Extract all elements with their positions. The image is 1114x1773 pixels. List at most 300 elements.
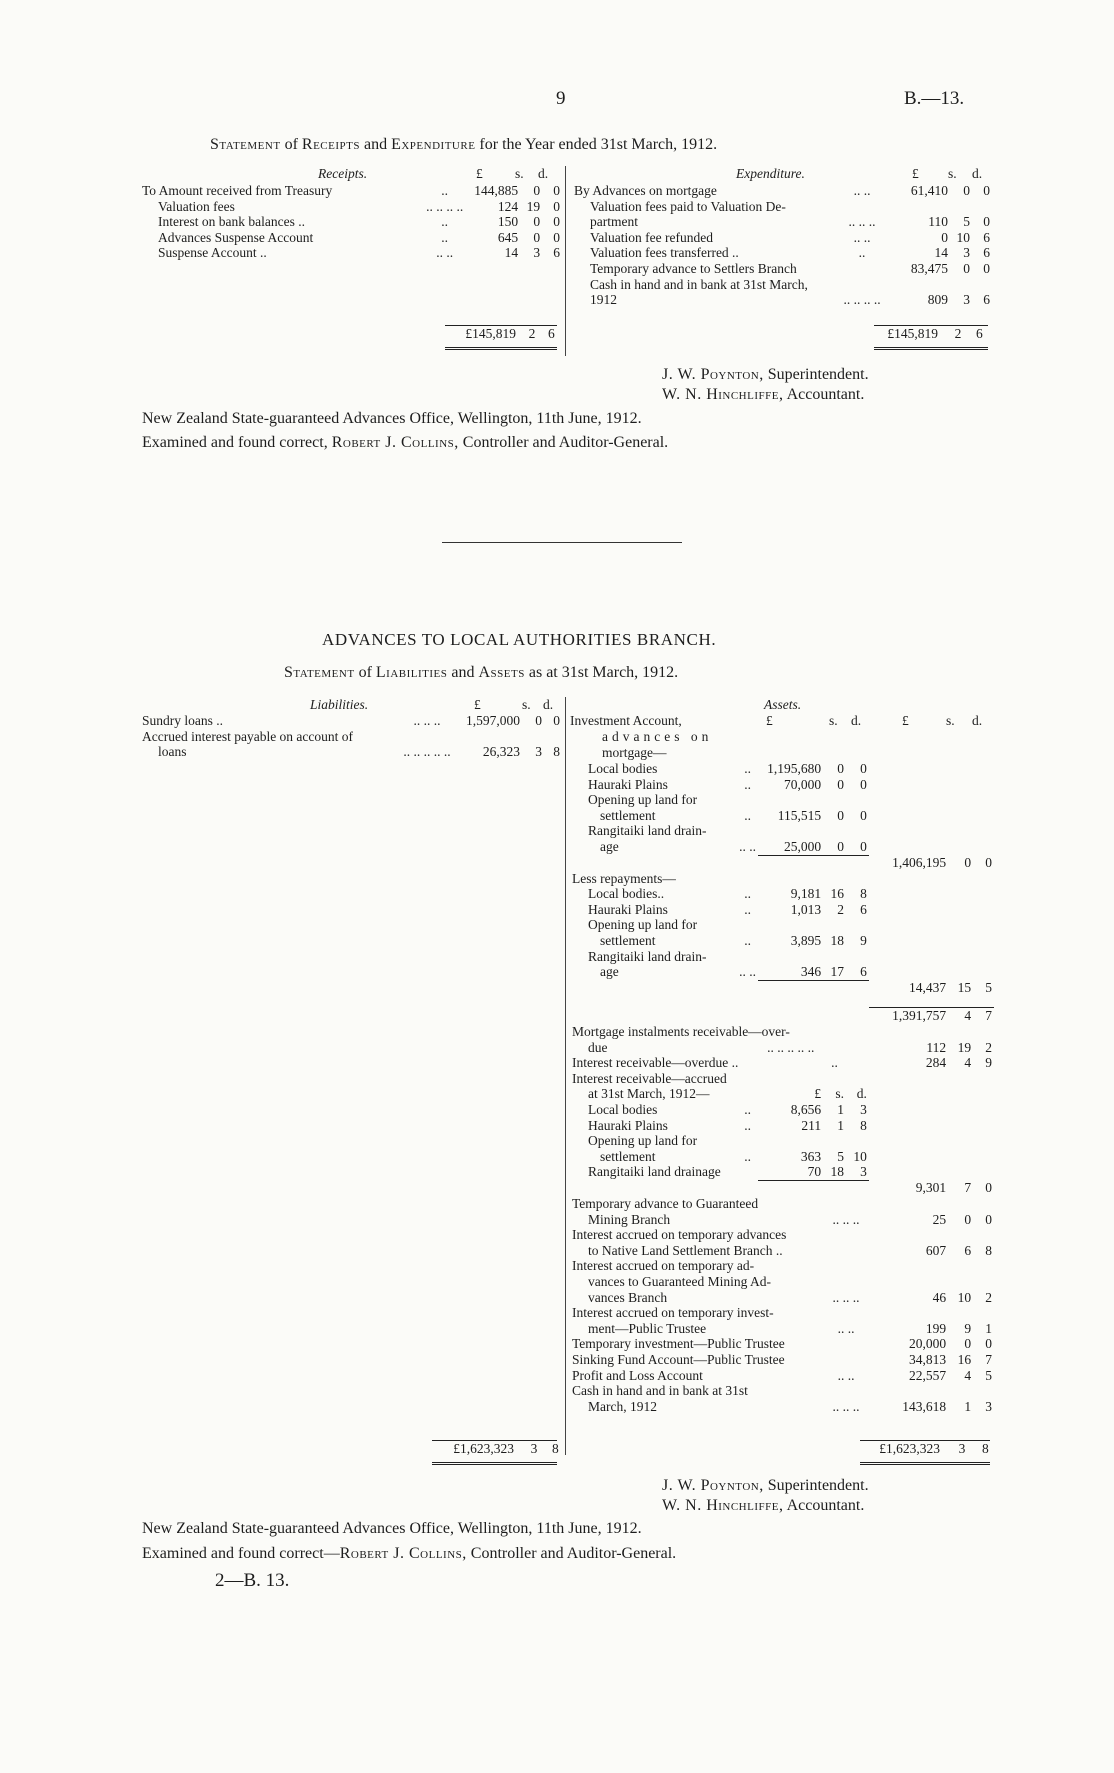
table-cell: Local bodies: [588, 1101, 658, 1117]
table-cell: ..: [744, 886, 751, 902]
table-cell: 9,301: [915, 1180, 947, 1196]
table-cell: [973, 792, 994, 808]
table-cell: 5: [963, 214, 970, 230]
table-cell: 0: [860, 807, 867, 823]
table-cell: [869, 949, 948, 965]
asset-sub-row: [570, 839, 994, 855]
table-cell: 150: [497, 214, 519, 230]
table-cell: [846, 792, 869, 808]
table-cell: [869, 1227, 948, 1243]
table-cell: 0: [553, 183, 560, 198]
table-cell: ..: [744, 1148, 751, 1164]
table-cell: [973, 1086, 994, 1102]
table-cell: [869, 777, 948, 793]
expenditure-heading: Expenditure.: [736, 166, 805, 181]
table-cell: 0: [983, 214, 990, 230]
table-cell: 1,195,680: [767, 761, 822, 776]
table-cell: .. ..: [739, 964, 757, 980]
liability-row: [140, 713, 562, 729]
table-cell: [823, 949, 846, 965]
table-cell: 6: [860, 901, 867, 917]
expenditure-row: [572, 261, 992, 277]
table-cell: 0: [983, 183, 990, 198]
table-cell: [973, 1305, 994, 1321]
table-cell: age: [600, 964, 619, 980]
table-cell: 25: [932, 1211, 947, 1227]
table-cell: [823, 917, 846, 933]
table-cell: 0: [535, 713, 542, 728]
table-cell: By Advances on mortgage: [574, 183, 717, 198]
table-cell: 6: [964, 1242, 972, 1258]
table-cell: age: [600, 838, 619, 854]
liabilities-table: [140, 713, 562, 760]
expenditure-row: [572, 214, 992, 230]
assets-table: [570, 761, 994, 1414]
table-cell: Rangitaiki land drain-: [588, 948, 707, 964]
table-cell: 124: [497, 198, 519, 214]
table-cell: .. .. .. ..: [426, 198, 464, 214]
col-shillings: s.: [515, 166, 524, 181]
table-cell: 18: [830, 933, 844, 949]
table-cell: [737, 996, 759, 1008]
table-cell: 0: [983, 260, 990, 276]
table-cell: [948, 1133, 973, 1149]
table-cell: Advances Suspense Account: [158, 229, 314, 245]
table-cell: [869, 1196, 948, 1212]
table-cell: 61,410: [910, 183, 948, 198]
table-cell: Sundry loans ..: [142, 713, 223, 728]
table-cell: 115,515: [777, 807, 822, 823]
table-cell: [832, 199, 892, 215]
expenditure-row: [572, 183, 992, 199]
table-cell: ..: [744, 1117, 751, 1133]
table-cell: 284: [925, 1055, 947, 1071]
asset-sub-row: [570, 933, 994, 949]
table-cell: [869, 823, 948, 839]
receipts-heading: Receipts.: [318, 166, 368, 181]
table-cell: [869, 792, 948, 808]
table-cell: [869, 902, 948, 918]
other-asset-row: [570, 1383, 994, 1399]
table-cell: [823, 855, 846, 871]
table-cell: 9: [985, 1055, 992, 1071]
table-cell: 1,013: [790, 901, 822, 917]
accrued-total-row: [570, 1180, 994, 1196]
table-cell: [758, 1008, 823, 1024]
table-cell: [973, 1196, 994, 1212]
overdue-row: [570, 1024, 994, 1040]
table-cell: ..: [744, 901, 751, 917]
accrued-head-row: [570, 1086, 994, 1102]
table-cell: Opening up land for: [588, 1133, 698, 1149]
table-cell: [973, 964, 994, 980]
interest-overdue-row: [570, 1055, 994, 1071]
table-cell: [948, 792, 973, 808]
less-total-row: [570, 980, 994, 996]
col-shillings: s.: [522, 697, 531, 712]
table-cell: vances Branch: [588, 1289, 668, 1305]
table-cell: [869, 1024, 948, 1040]
assets-heading: Assets.: [764, 697, 802, 712]
table-cell: [948, 1102, 973, 1118]
asset-sub-row: [570, 808, 994, 824]
table-cell: [846, 996, 869, 1008]
statement2-title: Statement of Liabilities and Assets as at 31st March, 1912.: [284, 664, 679, 681]
table-cell: .. .. ..: [413, 713, 441, 728]
table-cell: Valuation fees paid to Valuation De-: [590, 198, 786, 214]
col-shillings: s.: [948, 166, 957, 181]
table-cell: 3: [533, 245, 541, 261]
table-cell: 110: [928, 214, 948, 230]
table-cell: 0: [964, 855, 972, 871]
office-line: New Zealand State-guaranteed Advances Office, Wellington, 11th June, 1912.: [142, 410, 642, 427]
table-cell: [832, 261, 892, 277]
table-cell: 7: [964, 1180, 972, 1196]
table-cell: .. ..: [853, 183, 871, 198]
table-cell: 3: [963, 245, 970, 261]
col-pence: d.: [543, 697, 554, 712]
table-cell: 3: [963, 292, 970, 308]
table-cell: [758, 792, 823, 808]
other-asset-row: [570, 1243, 994, 1259]
table-cell: 10: [957, 1289, 972, 1305]
asset-sub-row: [570, 1102, 994, 1118]
table-cell: [948, 839, 973, 855]
table-cell: 0: [553, 214, 560, 230]
table-cell: 5: [837, 1148, 844, 1164]
table-cell: 16: [830, 886, 844, 902]
table-cell: 10: [853, 1148, 867, 1164]
table-cell: 0: [533, 229, 541, 245]
table-cell: [869, 886, 948, 902]
table-cell: [823, 792, 846, 808]
table-cell: [869, 839, 948, 855]
table-cell: Profit and Loss Account: [572, 1367, 703, 1383]
table-cell: [462, 729, 522, 745]
table-cell: [737, 1180, 759, 1196]
table-cell: [737, 792, 759, 808]
table-cell: 18: [830, 1164, 844, 1180]
table-cell: 2: [985, 1039, 992, 1055]
col-pence: d.: [538, 166, 549, 181]
table-cell: 70,000: [783, 776, 822, 792]
table-cell: [973, 1071, 994, 1087]
table-cell: 4: [964, 1055, 972, 1071]
table-cell: 143,618: [902, 1398, 947, 1414]
table-cell: [570, 1180, 737, 1196]
table-cell: [973, 1102, 994, 1118]
investment-total-row: [570, 855, 994, 871]
table-cell: [948, 1227, 973, 1243]
table-cell: 346: [800, 964, 822, 980]
table-cell: 1,597,000: [466, 713, 520, 728]
table-cell: [737, 949, 759, 965]
table-cell: [758, 823, 823, 839]
table-cell: [948, 996, 973, 1008]
table-cell: ment—Public Trustee: [588, 1320, 707, 1336]
table-cell: [737, 1086, 759, 1102]
table-cell: 1912: [590, 292, 617, 308]
table-cell: [823, 996, 846, 1008]
table-cell: [832, 277, 892, 293]
table-cell: [948, 902, 973, 918]
col-pence: d.: [972, 713, 983, 728]
table-cell: [869, 964, 948, 980]
table-cell: 607: [925, 1242, 947, 1258]
table-cell: 211: [801, 1117, 822, 1133]
table-cell: due: [588, 1039, 608, 1055]
table-cell: Hauraki Plains: [588, 901, 668, 917]
table-cell: 3: [860, 1164, 867, 1180]
table-cell: [823, 1180, 846, 1196]
table-cell: [522, 729, 544, 745]
asset-sub-row: [570, 917, 994, 933]
table-cell: [737, 1133, 759, 1149]
table-cell: [973, 1149, 994, 1165]
table-cell: [869, 1258, 948, 1274]
table-cell: .. ..: [853, 229, 871, 245]
table-cell: 3: [535, 744, 542, 760]
table-cell: Accrued interest payable on account of: [142, 728, 354, 744]
table-cell: [758, 1133, 823, 1149]
table-cell: 0: [860, 838, 867, 854]
table-cell: Interest receivable—accrued: [572, 1070, 727, 1086]
table-cell: [948, 823, 973, 839]
signature-accountant: W. N. Hinchliffe, Accountant.: [662, 1497, 865, 1514]
table-cell: [737, 823, 759, 839]
other-asset-row: [570, 1227, 994, 1243]
table-cell: 0: [985, 1211, 992, 1227]
table-cell: 2: [985, 1289, 992, 1305]
table-cell: [823, 980, 846, 996]
other-asset-row: [570, 1258, 994, 1274]
table-cell: ..: [441, 214, 449, 230]
table-cell: 15: [957, 980, 972, 996]
table-cell: [892, 199, 950, 215]
table-cell: [948, 1118, 973, 1134]
table-cell: partment: [590, 214, 638, 230]
table-cell: [846, 1180, 869, 1196]
table-cell: March, 1912: [588, 1398, 657, 1414]
table-cell: [869, 761, 948, 777]
table-cell: 1,406,195: [892, 855, 947, 871]
table-cell: Mining Branch: [588, 1211, 671, 1227]
table-cell: [948, 808, 973, 824]
table-cell: 10: [956, 229, 970, 245]
table-cell: Temporary advance to Guaranteed: [572, 1196, 759, 1212]
table-cell: 144,885: [474, 183, 519, 198]
table-cell: 809: [927, 292, 948, 308]
table-cell: [948, 1305, 973, 1321]
expenditure-total: £145,819 2 6: [887, 326, 983, 341]
table-cell: 70: [807, 1164, 822, 1180]
table-cell: .. ..: [837, 1320, 855, 1336]
table-cell: [823, 1133, 846, 1149]
table-cell: Valuation fees: [158, 198, 235, 214]
signature-superintendent: J. W. Poynton, Superintendent.: [662, 1477, 869, 1494]
table-cell: .. .. .. .. ..: [767, 1039, 815, 1055]
table-cell: [950, 277, 972, 293]
table-cell: ..: [744, 776, 751, 792]
table-cell: [950, 199, 972, 215]
table-cell: [758, 1180, 823, 1196]
table-cell: 199: [925, 1320, 947, 1336]
table-cell: [948, 761, 973, 777]
receipts-table: [140, 183, 562, 261]
table-cell: [846, 1055, 869, 1071]
table-cell: 1: [985, 1320, 992, 1336]
table-cell: [948, 1274, 973, 1290]
table-cell: [869, 871, 948, 887]
table-cell: 0: [860, 761, 867, 776]
table-cell: Interest receivable—overdue ..: [572, 1055, 739, 1071]
table-cell: ..: [441, 229, 449, 245]
table-cell: Cash in hand and in bank at 31st March,: [590, 276, 808, 292]
branch-title: ADVANCES TO LOCAL AUTHORITIES BRANCH.: [322, 630, 717, 649]
table-cell: [948, 1383, 973, 1399]
table-cell: 6: [983, 245, 990, 261]
table-cell: [823, 1040, 846, 1056]
table-cell: [758, 855, 823, 871]
table-cell: ..: [831, 1055, 838, 1071]
table-cell: [737, 1040, 759, 1056]
table-cell: To Amount received from Treasury: [142, 183, 333, 198]
liabilities-heading: Liabilities.: [310, 697, 369, 712]
column-divider: [565, 166, 566, 356]
table-cell: 83,475: [910, 260, 948, 276]
examined-line: Examined and found correct, Robert J. Collins, Controller and Auditor-General.: [142, 434, 669, 451]
table-cell: at 31st March, 1912—: [588, 1086, 710, 1102]
less-head-row: [570, 871, 994, 887]
table-cell: Hauraki Plains: [588, 1117, 668, 1133]
other-asset-row: [570, 1196, 994, 1212]
table-cell: [892, 277, 950, 293]
table-cell: [758, 917, 823, 933]
table-cell: [973, 902, 994, 918]
table-cell: [973, 996, 994, 1008]
table-cell: 3,895: [790, 933, 822, 949]
asset-sub-row: [570, 823, 994, 839]
table-cell: Sinking Fund Account—Public Trustee: [572, 1351, 785, 1367]
col-pounds: £: [766, 713, 773, 728]
table-cell: .. ..: [837, 1367, 855, 1383]
table-cell: 0: [963, 260, 970, 276]
table-cell: 3: [985, 1398, 992, 1414]
table-cell: 14: [504, 245, 519, 261]
table-cell: 363: [800, 1148, 822, 1164]
table-cell: Interest on bank balances ..: [158, 214, 305, 230]
liabilities-total: £1,623,323 3 8: [453, 1441, 559, 1456]
table-cell: [973, 839, 994, 855]
table-cell: [823, 1008, 846, 1024]
table-cell: 26,323: [482, 744, 520, 760]
table-cell: [973, 1118, 994, 1134]
receipt-row: [140, 199, 562, 215]
table-cell: [869, 1305, 948, 1321]
table-cell: [846, 1040, 869, 1056]
table-cell: settlement: [600, 1148, 656, 1164]
asset-sub-row: [570, 1133, 994, 1149]
table-cell: Temporary investment—Public Trustee: [572, 1336, 785, 1352]
table-cell: 7: [985, 1351, 992, 1367]
other-asset-row: [570, 1399, 994, 1415]
col-pounds: £: [476, 166, 483, 181]
table-cell: [758, 980, 823, 996]
other-asset-row: [570, 1368, 994, 1384]
table-cell: ..: [744, 761, 751, 776]
table-cell: [869, 917, 948, 933]
table-cell: [570, 980, 737, 996]
other-asset-row: [570, 1274, 994, 1290]
table-cell: ..: [744, 807, 751, 823]
asset-sub-row: [570, 886, 994, 902]
table-cell: [948, 917, 973, 933]
table-cell: Interest accrued on temporary invest-: [572, 1305, 774, 1321]
table-cell: 1,391,757: [869, 1008, 948, 1024]
table-cell: [846, 980, 869, 996]
col-shillings: s.: [829, 713, 838, 728]
table-cell: 46: [932, 1289, 947, 1305]
table-cell: 4: [948, 1008, 973, 1024]
table-cell: [869, 1118, 948, 1134]
table-cell: Suspense Account ..: [158, 245, 267, 261]
table-cell: [869, 1133, 948, 1149]
table-cell: [570, 1008, 737, 1024]
table-cell: [973, 1164, 994, 1180]
table-cell: [869, 1086, 948, 1102]
table-cell: .. .. ..: [848, 214, 876, 230]
table-cell: ..: [744, 933, 751, 949]
table-cell: [758, 949, 823, 965]
document-reference: B.—13.: [904, 88, 965, 109]
table-cell: 0: [837, 838, 844, 854]
footer-reference: 2—B. 13.: [215, 1570, 290, 1591]
table-cell: 34,813: [908, 1351, 947, 1367]
table-cell: settlement: [600, 933, 656, 949]
asset-sub-row: [570, 1164, 994, 1180]
asset-sub-row: [570, 761, 994, 777]
table-cell: 0: [860, 776, 867, 792]
table-cell: .. ..: [436, 245, 454, 261]
column-divider: [565, 697, 566, 1455]
table-cell: 20,000: [908, 1336, 947, 1352]
receipts-total: £145,819 2 6: [465, 326, 555, 341]
table-cell: 8: [860, 886, 867, 902]
table-cell: 9: [964, 1320, 972, 1336]
expenditure-row: [572, 277, 992, 293]
table-cell: s.: [835, 1086, 844, 1102]
col-pounds: £: [912, 166, 919, 181]
table-cell: 22,557: [908, 1367, 947, 1383]
net-total-row: [570, 1008, 994, 1024]
table-cell: .. ..: [739, 838, 757, 854]
table-cell: 7: [973, 1008, 994, 1024]
receipt-row: [140, 230, 562, 246]
table-cell: [758, 996, 823, 1008]
table-cell: 6: [860, 964, 867, 980]
table-cell: 14,437: [908, 980, 947, 996]
table-cell: 112: [926, 1039, 947, 1055]
double-rule: [874, 347, 988, 350]
table-cell: [973, 777, 994, 793]
table-cell: Local bodies: [588, 761, 658, 776]
table-cell: Interest accrued on temporary ad-: [572, 1258, 755, 1274]
table-cell: [823, 823, 846, 839]
table-cell: [973, 871, 994, 887]
statement1-title: Statement of Receipts and Expenditure for the Year ended 31st March, 1912.: [210, 136, 718, 153]
table-cell: 6: [983, 292, 990, 308]
table-cell: [973, 808, 994, 824]
